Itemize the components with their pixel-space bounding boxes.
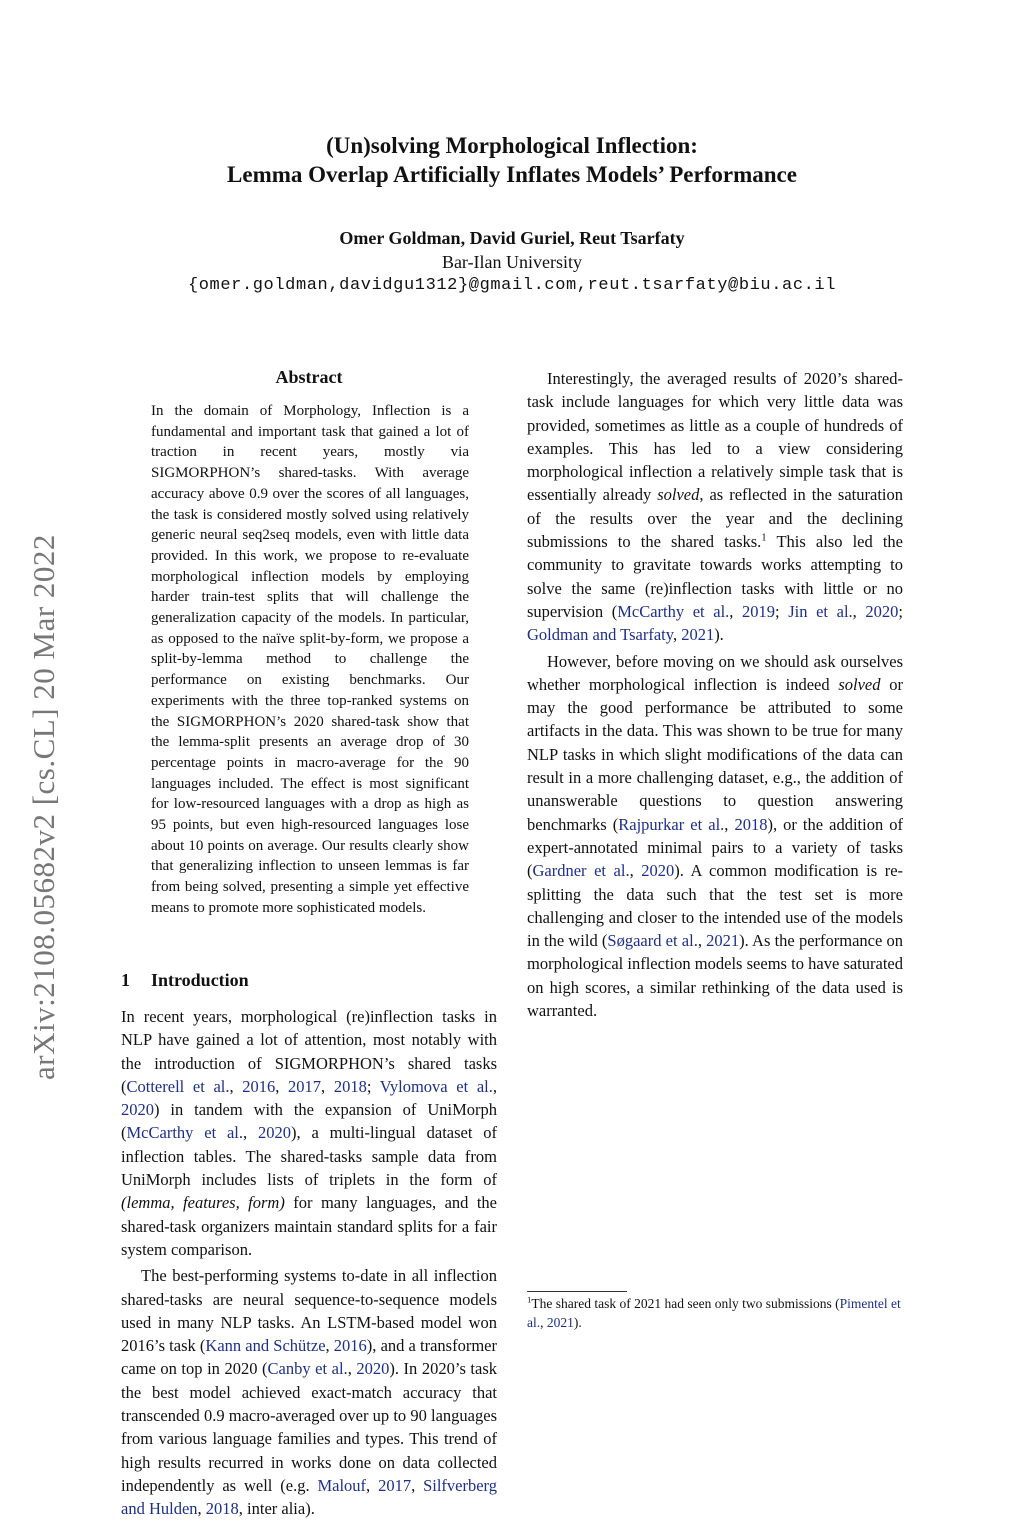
citation-link[interactable]: Goldman and Tsarfaty [527, 625, 673, 645]
footnote-marker[interactable]: 1 [761, 531, 767, 544]
left-column [121, 1005, 497, 1524]
citation-link[interactable]: 2020 [258, 1123, 291, 1143]
citation-link[interactable]: 2020 [865, 601, 899, 621]
citation-link[interactable]: 2020 [641, 861, 675, 881]
abstract-heading: Abstract [275, 367, 343, 387]
footnote-divider [527, 1291, 627, 1292]
citation-link[interactable]: McCarthy et al. [617, 601, 730, 621]
abstract-text: In the domain of Morphology, Inflection is a fundamental and important task that gained a lot of traction in recent years, mostly via SIGMORPHON’s shared-tasks. With average accuracy above 0.9 over the scores of all languages, the task is considered mostly solved using relatively generic neural seq2seq models, even with little data provided. In this work, we propose to re-evaluate morphological inflection models by employing harder train-test splits that will challenge the generalization capacity of the models. In particular, as opposed to the naïve split-by-form, we propose a split-by-lemma method to challenge the performance on existing benchmarks. Our experiments with the three top-ranked systems on the SIGMORPHON’s 2020 shared-task show that the lemma-split presents an average drop of 30 percentage points in macro-average for the 90 languages included. The effect is most significant for low-resourced languages with a drop as high as 95 points, but even high-resourced languages lose about 10 points on average. Our results clearly show that generalizing inflection to unseen lemmas is far from being solved, presenting a simple yet effective means to promote more sophisticated models. [151, 403, 469, 916]
citation-link[interactable]: Kann and Schütze [205, 1336, 326, 1356]
right-column [527, 367, 903, 1025]
author-emails: {omer.goldman,davidgu1312}@gmail.com,reut.tsarfaty@biu.ac.il [187, 276, 837, 295]
citation-link[interactable]: Malouf [317, 1475, 367, 1495]
citation-link[interactable]: 2017 [288, 1076, 322, 1096]
affiliation: Bar-Ilan University [441, 252, 583, 272]
citation-link[interactable]: 2020 [121, 1100, 154, 1120]
section-title: Introduction [151, 970, 249, 990]
arxiv-stamp: arXiv:2108.05682v2 [cs.CL] 20 Mar 2022 [26, 534, 61, 1080]
intro-paragraph-1: In recent years, morphological (re)inflection tasks in NLP have gained a lot of attention, most notably with the introduction of SIGMORPHON’s shared tasks (Cotterell et al., 2016, 2017, 2018; Vylomova et al., 2020) in tandem with the expansion of UniMorph (McCarthy et al., 2020), a multi-lingual dataset of inflection tables. The shared-tasks sample data from UniMorph includes lists of triplets in the form of (lemma, features, form) for many languages, and the shared-task organizers maintain standard splits for a fair system comparison. [121, 1007, 498, 1259]
emphasis: solved [838, 674, 881, 694]
section-heading-introduction [121, 970, 497, 991]
citation-link[interactable]: 2016 [333, 1336, 367, 1356]
citation-link[interactable]: Rajpurkar et al. [618, 814, 725, 834]
citation-link[interactable]: Pimentel et al. [527, 1296, 901, 1330]
intro-paragraph-2: The best-performing systems to-date in all inflection shared-tasks are neural sequence-to-sequence models used in many NLP tasks. An LSTM-based model won 2016’s task (Kann and Schütze, 2016), and a transformer came on top in 2020 (Canby et al., 2020). In 2020’s task the best model achieved exact-match accuracy that transcended 0.9 macro-averaged over up to 90 languages from various language families and types. This trend of high results recurred in works done on data collected independently as well (e.g. Malouf, 2017, Silfverberg and Hulden, 2018, inter alia). [121, 1266, 498, 1519]
citation-link[interactable]: Vylomova et al. [379, 1076, 493, 1096]
citation-link[interactable]: 2016 [242, 1076, 276, 1096]
citation-link[interactable]: Canby et al. [267, 1359, 348, 1379]
citation-link[interactable]: 2021 [546, 1315, 574, 1330]
citation-link[interactable]: 2019 [742, 601, 776, 621]
citation-link[interactable]: Gardner et al. [532, 861, 630, 881]
citation-link[interactable]: Jin et al. [788, 601, 853, 621]
section-number: 1 [121, 970, 130, 990]
citation-link[interactable]: 2018 [205, 1499, 239, 1519]
intro-paragraph-3: Interestingly, the averaged results of 2020’s shared-task include languages for which very little data was provided, sometimes as little as a couple of hundreds of examples. This has led to a view considering morphological inflection a relatively simple task that is essentially already solved, as reflected in the saturation of the results over the year and the declining submissions to the shared tasks.$^1$ This also led the community to gravitate towards works attempting to solve the same (re)inflection tasks with little or no supervision (McCarthy et al., 2019; Jin et al., 2020; Goldman and Tsarfaty, 2021). [527, 369, 904, 645]
citation-link[interactable]: 2018 [734, 814, 768, 834]
title-line-1: (Un)solving Morphological Inflection: [326, 133, 698, 158]
emphasis: solved [657, 485, 700, 505]
citation-link[interactable]: 2021 [706, 931, 740, 951]
paper-title [0, 131, 1024, 189]
citation-link[interactable]: 2018 [333, 1076, 367, 1096]
emphasis: (lemma, features, form) [121, 1193, 285, 1213]
citation-link[interactable]: Cotterell et al. [126, 1076, 230, 1096]
intro-paragraph-4: However, before moving on we should ask ourselves whether morphological inflection is indeed solved or may the good performance be attributed to some artifacts in the data. This was shown to be true for many NLP tasks in which slight modifications of the data can result in a more challenging dataset, e.g., the addition of unanswerable questions to question answering benchmarks (Rajpurkar et al., 2018), or the addition of expert-annotated minimal pairs to a variety of tasks (Gardner et al., 2020). A common modification is re-splitting the data such that the test set is more challenging and closer to the intended use of the models in the wild (Søgaard et al., 2021). As the performance on morphological inflection models seems to have saturated on high scores, a similar rethinking of the data used is warranted. [527, 651, 904, 1021]
footnote: $^1$The shared task of 2021 had seen only two submissions (Pimentel et al., 2021). [527, 1294, 901, 1330]
citation-link[interactable]: 2021 [681, 625, 715, 645]
citation-link[interactable]: Silfverberg and Hulden [121, 1475, 498, 1519]
citation-link[interactable]: 2017 [378, 1475, 412, 1495]
author-list: Omer Goldman, David Guriel, Reut Tsarfaty [339, 228, 685, 248]
title-line-2: Lemma Overlap Artificially Inflates Models’ Performance [227, 162, 797, 187]
footnote-number: 1 [527, 1294, 532, 1305]
citation-link[interactable]: McCarthy et al. [126, 1123, 244, 1143]
citation-link[interactable]: Søgaard et al. [607, 931, 698, 951]
citation-link[interactable]: 2020 [356, 1359, 390, 1379]
